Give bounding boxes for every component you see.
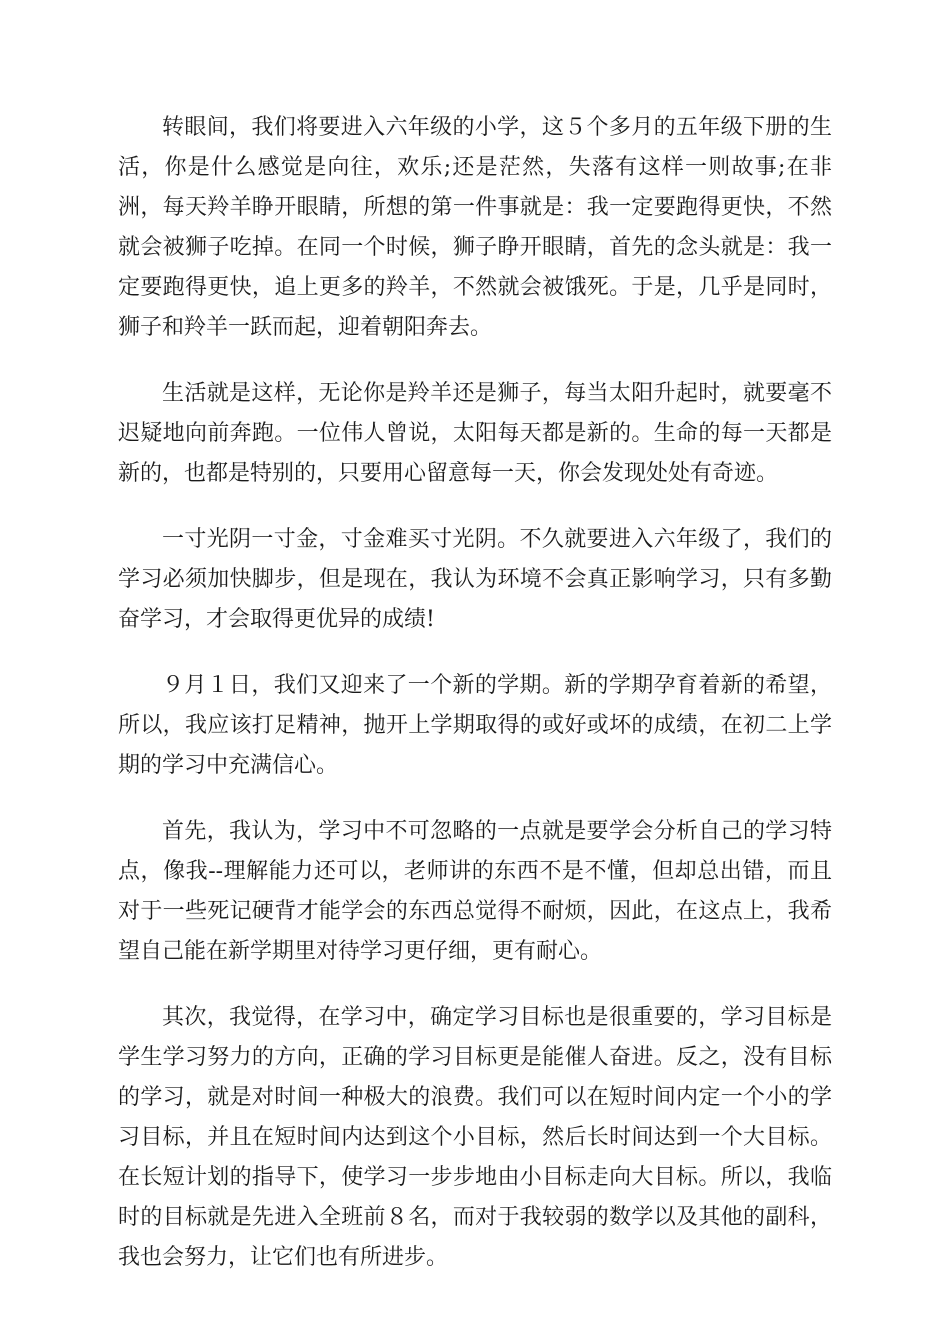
paragraph-second-point: 其次，我觉得，在学习中，确定学习目标也是很重要的，学习目标是学生学习努力的方向，正确的学习目标更是能催人奋进。反之，没有目标的学习，就是对时间一种极大的浪费。我们可以在短时间内定一个小的学习目标，并且在短时间内达到这个小目标，然后长时间达到一个大目标。在长短计划的指导下，使学习一步步地由小目标走向大目标。所以，我临时的目标就是先进入全班前８名，而对于我较弱的数学以及其他的副科，我也会努力，让它们也有所进步。 xyxy=(118,1005,832,1270)
document-body xyxy=(118,108,832,1304)
paragraph-life-running: 生活就是这样，无论你是羚羊还是狮子，每当太阳升起时，就要毫不迟疑地向前奔跑。一位伟人曾说，太阳每天都是新的。生命的每一天都是新的，也都是特别的，只要用心留意每一天，你会发现处处有奇迹。 xyxy=(118,381,832,486)
paragraph-time-gold: 一寸光阴一寸金，寸金难买寸光阴。不久就要进入六年级了，我们的学习必须加快脚步，但是现在，我认为环境不会真正影响学习，只有多勤奋学习，才会取得更优异的成绩! xyxy=(118,527,832,632)
paragraph-story-antelope-lion: 转眼间，我们将要进入六年级的小学，这５个多月的五年级下册的生活，你是什么感觉是向往，欢乐;还是茫然，失落有这样一则故事;在非洲，每天羚羊睁开眼睛，所想的第一件事就是：我一定要跑得更快，不然就会被狮子吃掉。在同一个时候，狮子睁开眼睛，首先的念头就是：我一定要跑得更快，追上更多的羚羊，不然就会被饿死。于是，几乎是同时，狮子和羚羊一跃而起，迎着朝阳奔去。 xyxy=(118,115,832,340)
paragraph-first-point: 首先，我认为，学习中不可忽略的一点就是要学会分析自己的学习特点，像我--理解能力还可以，老师讲的东西不是不懂，但却总出错，而且对于一些死记硬背才能学会的东西总觉得不耐烦，因此，在这点上，我希望自己能在新学期里对待学习更仔细，更有耐心。 xyxy=(118,819,832,964)
paragraph-new-semester: ９月１日，我们又迎来了一个新的学期。新的学期孕育着新的希望，所以，我应该打足精神，抛开上学期取得的或好或坏的成绩，在初二上学期的学习中充满信心。 xyxy=(118,673,832,778)
